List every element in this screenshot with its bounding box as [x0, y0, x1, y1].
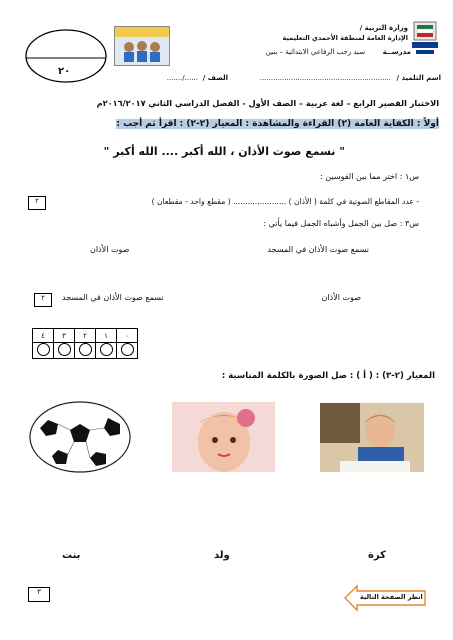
- scale-1: ١: [96, 329, 117, 343]
- scale-3: ٣: [54, 329, 75, 343]
- q3-score-box: [34, 293, 52, 307]
- directorate-label: الإدارة العامة لمنطقة الأحمدي التعليمية: [282, 34, 408, 42]
- scale-2: ٢: [75, 329, 96, 343]
- section2-heading: المعيار (٢-٣) : ( أ ) : صل الصورة بالكلمة المناسبة :: [221, 371, 435, 381]
- word-ball[interactable]: كرة: [368, 550, 386, 561]
- match-left-bottom[interactable]: نسمع صوت الأذان في المسجد: [62, 293, 164, 302]
- match-left-top[interactable]: صوت الأذان: [90, 245, 130, 254]
- scale-3-bubble[interactable]: [54, 343, 75, 359]
- next-page-arrow[interactable]: [344, 584, 426, 612]
- section1-heading: [116, 119, 439, 129]
- match-right-top[interactable]: نسمع صوت الأذان في المسجد: [267, 245, 369, 254]
- q1-score-box: [28, 196, 46, 210]
- ministry-logo: [410, 20, 440, 56]
- match-right-bottom[interactable]: صوت الأذان: [321, 293, 361, 302]
- boy-image[interactable]: [320, 403, 424, 472]
- student-name-blank[interactable]: ...........................................................: [259, 74, 391, 82]
- scale-2-bubble[interactable]: [75, 343, 96, 359]
- school-label: مدرســة: [382, 48, 411, 56]
- score-scale: [32, 328, 138, 359]
- word-boy[interactable]: ولد: [214, 550, 230, 561]
- question-1-line: - عدد المقاطع الصوتية في كلمة ( الأذان ) ...................... ( مقطع واحد - مقطعان ): [151, 197, 419, 206]
- scale-4: ٤: [33, 329, 54, 343]
- q1-score: ٢: [35, 197, 39, 205]
- question-1: س١ : اختر مما بين القوسين :: [320, 172, 419, 181]
- scale-4-bubble[interactable]: [33, 343, 54, 359]
- scale-0-bubble[interactable]: [117, 343, 138, 359]
- soccer-ball-image[interactable]: [28, 400, 132, 474]
- next-page-label: انظر الصفحة التالية: [360, 593, 423, 601]
- exam-title: الاختبار القصير الرابع – لغة عربية – الصف الأول - الفصل الدراسي الثاني ٢٠١٦/٢٠١٧م: [96, 98, 439, 108]
- school-name: سيد رجب الرفاعي الابتدائية – بنين: [265, 48, 365, 56]
- reading-sentence: " نسمع صوت الأذان ، الله أكبر .... الله أكبر ": [103, 145, 345, 158]
- class-label: الصف /: [202, 74, 228, 82]
- student-name-label: اسم التلميذ /: [396, 74, 441, 82]
- question-3: س٣ : صل بين الجمل وأشباه الجمل فيما يأتي :: [263, 219, 419, 228]
- section1-heading-text: أولاً : الكفاية العامة (٢) القراءة والمشاهدة : المعيار (٢-٢) : اقرأ ثم أجب :: [116, 119, 439, 129]
- q3-score: ٢: [41, 294, 45, 302]
- ministry-label: وزارة التربية /: [359, 24, 408, 32]
- class-blank[interactable]: ....../.......: [166, 74, 198, 82]
- school-logo: [114, 26, 170, 66]
- page-number-box: [28, 587, 50, 602]
- total-score-value: ٢٠: [58, 66, 71, 77]
- page-number: ٣: [37, 588, 41, 596]
- scale-1-bubble[interactable]: [96, 343, 117, 359]
- scale-0: ٠: [117, 329, 138, 343]
- girl-image[interactable]: [172, 402, 275, 472]
- word-girl[interactable]: بنت: [62, 550, 81, 561]
